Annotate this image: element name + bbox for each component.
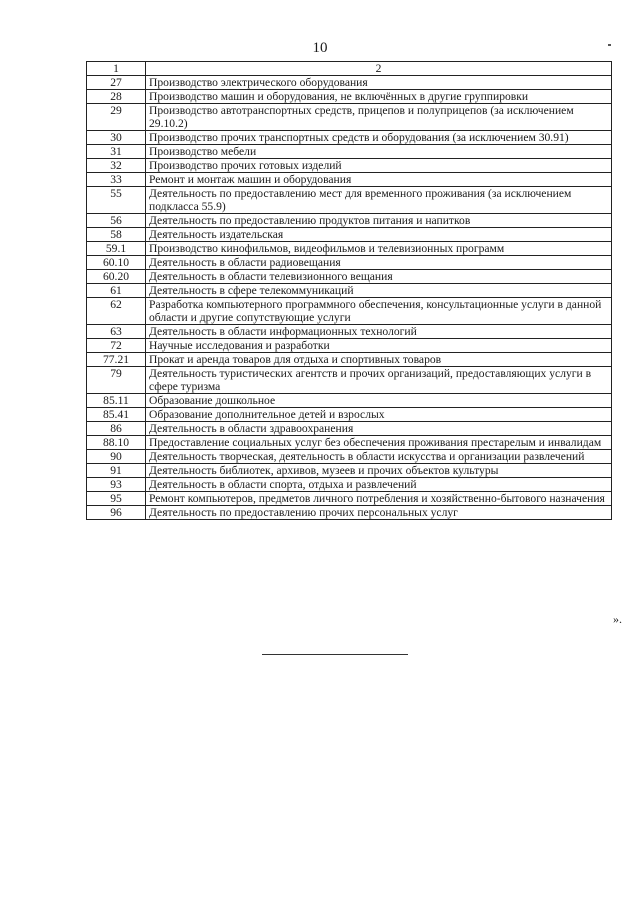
okved-code: 27	[87, 76, 146, 90]
okved-code: 86	[87, 422, 146, 436]
closing-quote: ».	[613, 612, 622, 626]
table-row	[87, 104, 612, 131]
activity-name: Деятельность в области радиовещания	[146, 256, 612, 270]
table-row	[87, 173, 612, 187]
okved-code: 55	[87, 187, 146, 214]
activity-name: Научные исследования и разработки	[146, 339, 612, 353]
activity-name: Производство автотранспортных средств, прицепов и полуприцепов (за исключением 29.10.2)	[146, 104, 612, 131]
activity-name: Образование дошкольное	[146, 394, 612, 408]
end-rule	[262, 654, 408, 655]
okved-code: 28	[87, 90, 146, 104]
activity-name: Предоставление социальных услуг без обеспечения проживания престарелым и инвалидам	[146, 436, 612, 450]
okved-code: 60.10	[87, 256, 146, 270]
okved-code: 95	[87, 492, 146, 506]
activity-name: Разработка компьютерного программного обеспечения, консультационные услуги в данной области и другие сопутствующие услуги	[146, 298, 612, 325]
activity-name: Деятельность творческая, деятельность в области искусства и организации развлечений	[146, 450, 612, 464]
activity-name: Производство прочих готовых изделий	[146, 159, 612, 173]
activity-name: Производство кинофильмов, видеофильмов и телевизионных программ	[146, 242, 612, 256]
table-row	[87, 256, 612, 270]
activity-name: Прокат и аренда товаров для отдыха и спортивных товаров	[146, 353, 612, 367]
activity-name: Деятельность библиотек, архивов, музеев и прочих объектов культуры	[146, 464, 612, 478]
table-header-row	[87, 62, 612, 76]
header-col-2: 2	[146, 62, 612, 76]
activity-name: Деятельность в области здравоохранения	[146, 422, 612, 436]
activity-name: Деятельность по предоставлению мест для временного проживания (за исключением подкласса 55.9)	[146, 187, 612, 214]
activity-name: Производство прочих транспортных средств и оборудования (за исключением 30.91)	[146, 131, 612, 145]
table-row	[87, 436, 612, 450]
okved-code: 77.21	[87, 353, 146, 367]
okved-code: 93	[87, 478, 146, 492]
okved-code: 88.10	[87, 436, 146, 450]
okved-code: 56	[87, 214, 146, 228]
activity-name: Деятельность по предоставлению прочих персональных услуг	[146, 506, 612, 520]
okved-code: 30	[87, 131, 146, 145]
table-row	[87, 492, 612, 506]
table-row	[87, 325, 612, 339]
table-row	[87, 478, 612, 492]
table-row	[87, 506, 612, 520]
okved-code: 62	[87, 298, 146, 325]
table-row	[87, 464, 612, 478]
table-row	[87, 131, 612, 145]
okved-code: 61	[87, 284, 146, 298]
table-row	[87, 339, 612, 353]
okved-code: 32	[87, 159, 146, 173]
table-row	[87, 242, 612, 256]
okved-code: 79	[87, 367, 146, 394]
table-row	[87, 284, 612, 298]
okved-code: 29	[87, 104, 146, 131]
scan-speck	[608, 44, 611, 46]
okved-code: 33	[87, 173, 146, 187]
activity-name: Деятельность по предоставлению продуктов питания и напитков	[146, 214, 612, 228]
okved-table	[86, 61, 612, 520]
okved-code: 60.20	[87, 270, 146, 284]
table-row	[87, 159, 612, 173]
okved-code: 85.11	[87, 394, 146, 408]
activity-name: Производство машин и оборудования, не включённых в другие группировки	[146, 90, 612, 104]
table-row	[87, 145, 612, 159]
activity-name: Деятельность в сфере телекоммуникаций	[146, 284, 612, 298]
table-row	[87, 187, 612, 214]
activity-name: Образование дополнительное детей и взрослых	[146, 408, 612, 422]
page-number: 10	[312, 40, 328, 56]
okved-code: 72	[87, 339, 146, 353]
table-row	[87, 228, 612, 242]
table-row	[87, 90, 612, 104]
activity-name: Деятельность в области телевизионного вещания	[146, 270, 612, 284]
okved-code: 91	[87, 464, 146, 478]
activity-name: Деятельность в области спорта, отдыха и развлечений	[146, 478, 612, 492]
okved-code: 90	[87, 450, 146, 464]
table-row	[87, 394, 612, 408]
okved-code: 59.1	[87, 242, 146, 256]
table-row	[87, 422, 612, 436]
okved-code: 85.41	[87, 408, 146, 422]
table-row	[87, 367, 612, 394]
activity-name: Ремонт и монтаж машин и оборудования	[146, 173, 612, 187]
table-row	[87, 353, 612, 367]
table-row	[87, 298, 612, 325]
table-row	[87, 408, 612, 422]
activity-name: Производство электрического оборудования	[146, 76, 612, 90]
okved-code: 63	[87, 325, 146, 339]
activity-name: Деятельность издательская	[146, 228, 612, 242]
okved-code: 31	[87, 145, 146, 159]
table-row	[87, 76, 612, 90]
activity-name: Ремонт компьютеров, предметов личного потребления и хозяйственно-бытового назначения	[146, 492, 612, 506]
header-col-1: 1	[87, 62, 146, 76]
activity-name: Производство мебели	[146, 145, 612, 159]
table-row	[87, 270, 612, 284]
activity-name: Деятельность туристических агентств и прочих организаций, предоставляющих услуги в сфере туризма	[146, 367, 612, 394]
activity-name: Деятельность в области информационных технологий	[146, 325, 612, 339]
table-row	[87, 214, 612, 228]
okved-code: 96	[87, 506, 146, 520]
okved-code: 58	[87, 228, 146, 242]
table-row	[87, 450, 612, 464]
